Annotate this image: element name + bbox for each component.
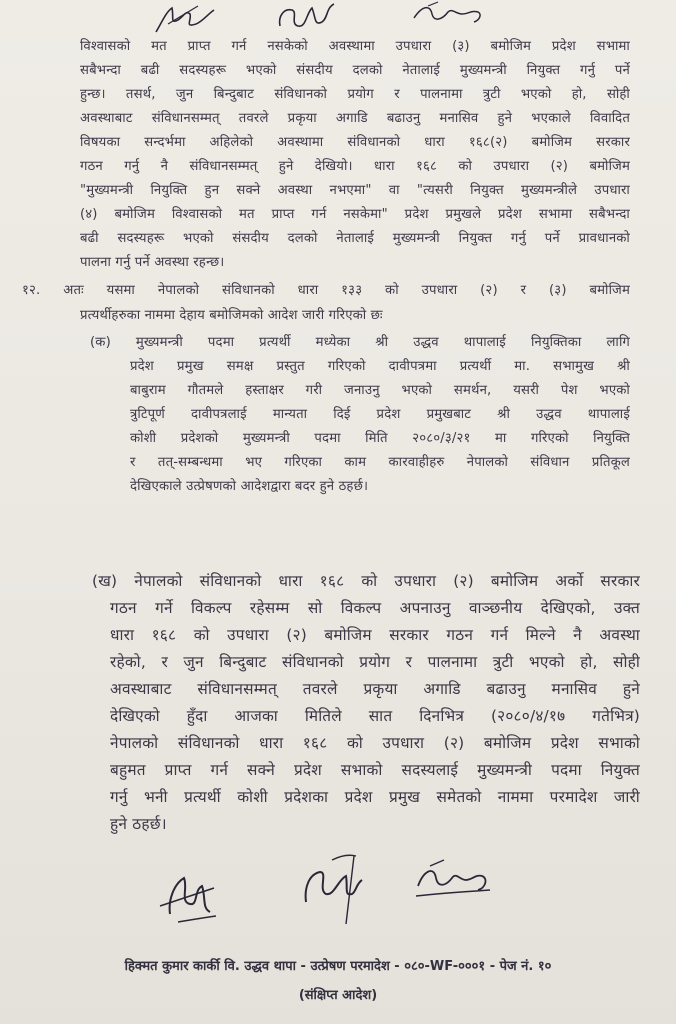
para-11-line: बढी सदस्यहरू भएको संसदीय दलको नेतालाई मुख्यमन्त्री नियुक्त गर्नु पर्ने प्रावधानको: [80, 231, 630, 246]
item-ka-line: त्रुटिपूर्ण दावीपत्रलाई मान्यता दिई प्रदेश प्रमुखबाट श्री उद्धव थापालाई: [130, 407, 630, 422]
para-11-line: (४) बमोजिम विश्वासको मत प्राप्त गर्न नसकेमा" प्रदेश प्रमुखले प्रदेश सभामा सबैभन्दा: [80, 207, 630, 222]
para-11-line: विषयका सन्दर्भमा अहिलेको अवस्थामा संविधानको धारा १६८(२) बमोजिम सरकार: [80, 135, 630, 150]
para-11-line: गठन गर्नु नै संविधानसम्मत् हुने देखियो। धारा १६८ को उपधारा (२) बमोजिम: [80, 159, 630, 174]
top-signature-middle: [272, 0, 342, 34]
top-signature-left: [150, 2, 220, 38]
item-kha-line: गठन गर्ने विकल्प रहेसम्म सो विकल्प अपनाउनु वाञ्छनीय देखिएको, उक्त: [110, 599, 640, 617]
footer-subtitle: (संक्षिप्त आदेश): [298, 988, 378, 1003]
item-kha-line: बहुमत प्राप्त गर्न सक्ने प्रदेश सभाको सदस्यलाई मुख्यमन्त्री पदमा नियुक्त: [110, 761, 640, 779]
bottom-signature-right: [410, 856, 500, 906]
para-11-line: विश्वासको मत प्राप्त गर्न नसकेको अवस्थामा उपधारा (३) बमोजिम प्रदेश सभामा: [80, 39, 630, 54]
para-11-line: पालना गर्नु पर्ने अवस्था रहन्छ।: [80, 255, 225, 270]
item-ka-line: बाबुराम गौतमले हस्ताक्षर गरी जनाउनु भएको समर्थन, यसरी पेश भएको: [130, 383, 630, 398]
bottom-signature-left: [150, 858, 230, 930]
top-signature-right: [408, 0, 488, 30]
para-11-line: हुन्छ। तसर्थ, जुन बिन्दुबाट संविधानको प्रयोग र पालनामा त्रुटी भएको हो, सोही: [80, 87, 630, 102]
para-11-line: अवस्थाबाट संविधानसम्मत् तवरले प्रकृया अगाडि बढाउनु मनासिव हुने भएकाले विवादित: [80, 111, 630, 126]
item-kha-line: अवस्थाबाट संविधानसम्मत् तवरले प्रकृया अगाडि बढाउनु मनासिव हुने: [110, 680, 640, 698]
bottom-signature-middle: [296, 850, 376, 926]
item-kha-line: देखिएको हुँदा आजका मितिले सात दिनभित्र (२०८०/४/१७ गतेभित्र): [110, 707, 640, 725]
para-12-line: १२. अतः यसमा नेपालको संविधानको धारा १३३ को उपधारा (२) र (३) बमोजिम: [22, 283, 630, 298]
item-ka-line: देखिएकाले उत्प्रेषणको आदेशद्वारा बदर हुने ठहर्छ।: [130, 479, 369, 494]
item-kha-line: हुने ठहर्छ।: [110, 815, 167, 833]
item-ka-line: प्रदेश प्रमुख समक्ष प्रस्तुत गरिएको दावीपत्रमा प्रत्यर्थी मा. सभामुख श्री: [130, 359, 630, 374]
para-12-line: प्रत्यर्थीहरुका नाममा देहाय बमोजिमको आदेश जारी गरिएको छः: [80, 308, 383, 323]
item-kha-line: गर्नु भनी प्रत्यर्थी कोशी प्रदेशका प्रदेश प्रमुख समेतको नाममा परमादेश जारी: [110, 788, 640, 806]
footer-case-line: हिक्मत कुमार कार्की वि. उद्धव थापा - उत्प्रेषण परमादेश - ०८०-WF-०००१ - पेज नं. १०: [124, 959, 552, 974]
item-ka-line: (क) मुख्यमन्त्री पदमा प्रत्यर्थी मध्येका श्री उद्धव थापालाई नियुक्तिका लागि: [90, 335, 630, 350]
para-11-line: "मुख्यमन्त्री नियुक्ति हुन सक्ने अवस्था नभएमा" वा "त्यसरी नियुक्त मुख्यमन्त्रीले उपधारा: [80, 183, 630, 198]
item-ka-line: र तत्-सम्बन्धमा भए गरिएका काम कारवाहीहरु नेपालको संविधान प्रतिकूल: [130, 455, 630, 470]
item-ka-line: कोशी प्रदेशको मुख्यमन्त्री पदमा मिति २०८०/३/२१ मा गरिएको नियुक्ति: [130, 431, 630, 446]
item-kha-line: रहेको, र जुन बिन्दुबाट संविधानको प्रयोग र पालनामा त्रुटी भएको हो, सोही: [110, 653, 640, 671]
para-11-line: सबैभन्दा बढी सदस्यहरू भएको संसदीय दलको नेतालाई मुख्यमन्त्री नियुक्त गर्नु पर्ने: [80, 63, 630, 78]
item-kha-line: धारा १६८ को उपधारा (२) बमोजिम सरकार गठन गर्न मिल्ने नै अवस्था: [110, 626, 640, 644]
item-kha-line: (ख) नेपालको संविधानको धारा १६८ को उपधारा (२) बमोजिम अर्को सरकार: [92, 572, 640, 590]
item-kha-line: नेपालको संविधानको धारा १६८ को उपधारा (२) बमोजिम प्रदेश सभाको: [110, 734, 640, 752]
